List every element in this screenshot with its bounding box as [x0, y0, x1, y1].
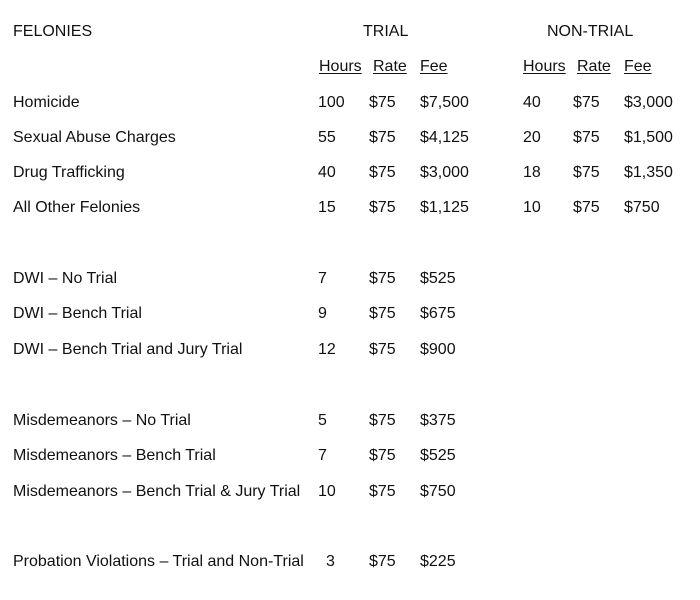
hours: 3 [326, 553, 335, 570]
non-trial-rate: $75 [573, 129, 600, 146]
trial-rate: $75 [369, 94, 396, 111]
non-trial-rate: $75 [573, 164, 600, 181]
trial-hours: 55 [318, 129, 336, 146]
non-trial-rate-header: Rate [577, 58, 611, 75]
trial-fee: $1,125 [420, 199, 469, 216]
trial-hours: 40 [318, 164, 336, 181]
trial-hours: 15 [318, 199, 336, 216]
rate: $75 [369, 270, 396, 287]
non-trial-hours: 18 [523, 164, 541, 181]
row-label: DWI – Bench Trial [13, 305, 142, 322]
rate: $75 [369, 305, 396, 322]
trial-fee: $3,000 [420, 164, 469, 181]
non-trial-hours: 10 [523, 199, 541, 216]
row-label: All Other Felonies [13, 199, 141, 216]
trial-hours-header: Hours [319, 58, 362, 75]
trial-fee: $7,500 [420, 94, 469, 111]
row-label: Sexual Abuse Charges [13, 129, 176, 146]
row-label: DWI – No Trial [13, 270, 118, 287]
fee: $900 [420, 341, 456, 358]
fee: $525 [420, 270, 456, 287]
felonies-heading: FELONIES [13, 23, 93, 40]
non-trial-rate: $75 [573, 94, 600, 111]
hours: 7 [318, 447, 327, 464]
rate: $75 [369, 447, 396, 464]
non-trial-fee: $1,350 [624, 164, 673, 181]
hours: 5 [318, 412, 327, 429]
row-label: Probation Violations – Trial and Non-Trial [13, 553, 304, 570]
trial-heading: TRIAL [363, 23, 409, 40]
trial-rate: $75 [369, 164, 396, 181]
non-trial-fee-header: Fee [624, 58, 652, 75]
non-trial-fee: $750 [624, 199, 660, 216]
hours: 7 [318, 270, 327, 287]
trial-fee-header: Fee [420, 58, 448, 75]
rate: $75 [369, 341, 396, 358]
non-trial-hours: 20 [523, 129, 541, 146]
non-trial-fee: $1,500 [624, 129, 673, 146]
row-label: Misdemeanors – Bench Trial & Jury Trial [13, 483, 301, 500]
trial-rate: $75 [369, 199, 396, 216]
rate: $75 [369, 553, 396, 570]
trial-hours: 100 [318, 94, 345, 111]
rate: $75 [369, 412, 396, 429]
trial-rate: $75 [369, 129, 396, 146]
fee: $675 [420, 305, 456, 322]
non-trial-hours: 40 [523, 94, 541, 111]
hours: 12 [318, 341, 336, 358]
fee: $225 [420, 553, 456, 570]
non-trial-heading: NON-TRIAL [547, 23, 634, 40]
row-label: Homicide [13, 94, 80, 111]
row-label: DWI – Bench Trial and Jury Trial [13, 341, 243, 358]
fee: $375 [420, 412, 456, 429]
row-label: Misdemeanors – Bench Trial [13, 447, 216, 464]
fee: $525 [420, 447, 456, 464]
row-label: Drug Trafficking [13, 164, 125, 181]
non-trial-hours-header: Hours [523, 58, 566, 75]
row-label: Misdemeanors – No Trial [13, 412, 191, 429]
hours: 10 [318, 483, 336, 500]
trial-fee: $4,125 [420, 129, 469, 146]
fee: $750 [420, 483, 456, 500]
hours: 9 [318, 305, 327, 322]
trial-rate-header: Rate [373, 58, 407, 75]
non-trial-fee: $3,000 [624, 94, 673, 111]
rate: $75 [369, 483, 396, 500]
non-trial-rate: $75 [573, 199, 600, 216]
